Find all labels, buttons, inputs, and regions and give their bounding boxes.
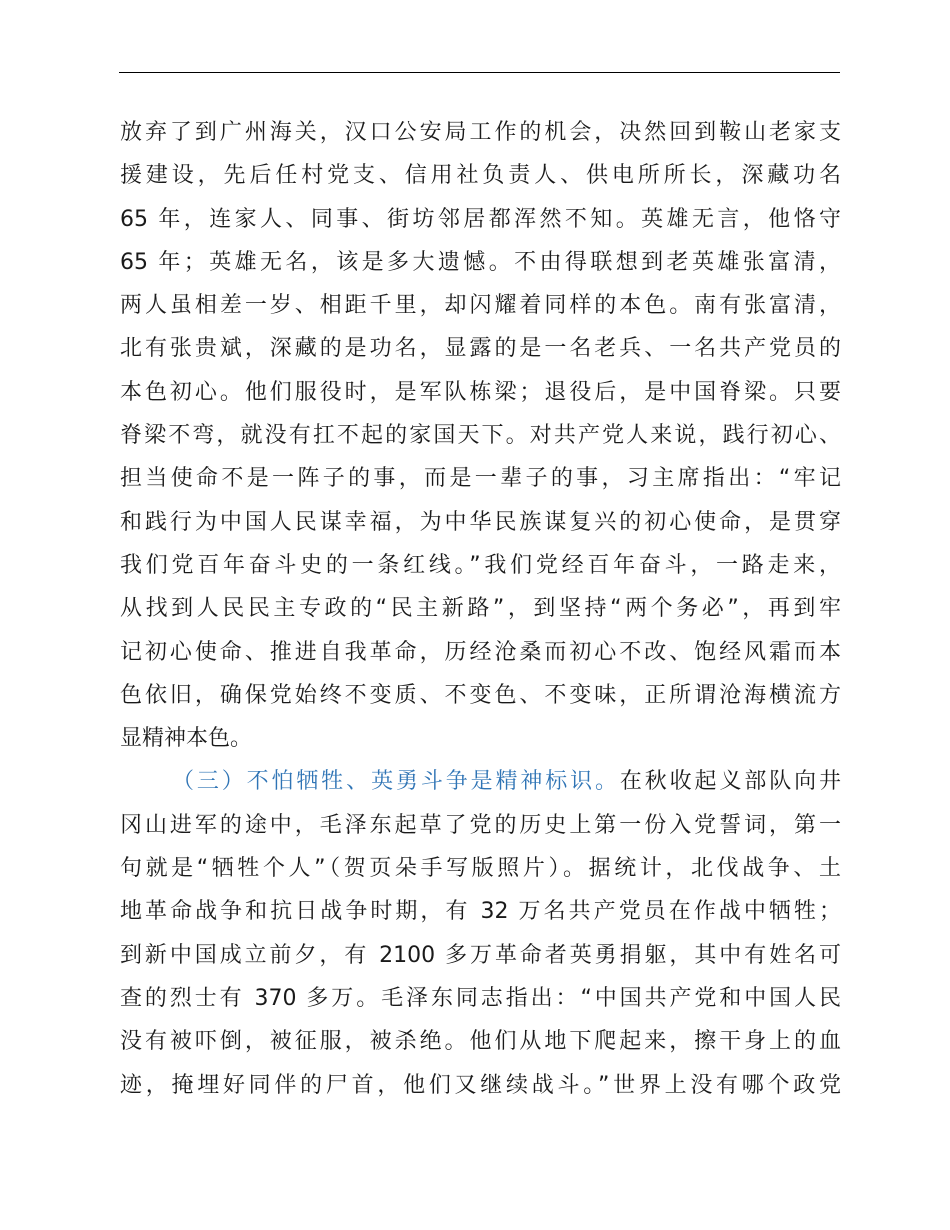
text-line: 地革命战争和抗日战争时期，有 32 万名共产党员在作战中牺牲；	[120, 899, 841, 925]
text-line: 从找到人民民主专政的“民主新路”，到坚持“两个务必”，再到牢	[120, 596, 841, 622]
section-first-line-text: 在秋收起义部队向井	[619, 769, 841, 795]
text-line: 句就是“牺牲个人”（贺页朵手写版照片）。据统计，北伐战争、土	[120, 856, 841, 882]
text-line: 北有张贵斌，深藏的是功名，显露的是一名老兵、一名共产党员的	[120, 336, 841, 362]
paragraph-2	[120, 760, 841, 1106]
text-line: 65 年，连家人、同事、街坊邻居都浑然不知。英雄无言，他恪守	[120, 206, 841, 232]
paragraph-1	[120, 111, 841, 760]
text-line: 记初心使命、推进自我革命，历经沧桑而初心不改、饱经风霜而本	[120, 639, 841, 665]
text-line: 查的烈士有 370 多万。毛泽东同志指出：“中国共产党和中国人民	[120, 985, 841, 1011]
section-heading: （三）不怕牺牲、英勇斗争是精神标识。	[172, 769, 620, 795]
text-line: 色依旧，确保党始终不变质、不变色、不变味，正所谓沧海横流方	[120, 682, 841, 708]
text-line: 和践行为中国人民谋幸福，为中华民族谋复兴的初心使命，是贯穿	[120, 509, 841, 535]
text-line: 脊梁不弯，就没有扛不起的家国天下。对共产党人来说，践行初心、	[120, 423, 841, 449]
text-line: 迹，掩埋好同伴的尸首，他们又继续战斗。”世界上没有哪个政党	[120, 1072, 841, 1098]
text-line: 冈山进军的途中，毛泽东起草了党的历史上第一份入党誓词，第一	[120, 812, 841, 838]
text-line: 没有被吓倒，被征服，被杀绝。他们从地下爬起来，擦干身上的血	[120, 1029, 841, 1055]
text-line: 我们党百年奋斗史的一条红线。”我们党经百年奋斗，一路走来，	[120, 552, 841, 578]
text-line: 援建设，先后任村党支、信用社负责人、供电所所长，深藏功名	[120, 163, 841, 189]
text-line: 到新中国成立前夕，有 2100 多万革命者英勇捐躯，其中有姓名可	[120, 942, 841, 968]
text-line: 两人虽相差一岁、相距千里，却闪耀着同样的本色。南有张富清，	[120, 293, 841, 319]
document-body	[120, 111, 841, 1107]
text-line: 放弃了到广州海关，汉口公安局工作的机会，决然回到鞍山老家支	[120, 120, 841, 145]
header-rule	[119, 72, 840, 73]
section-first-line	[120, 760, 841, 803]
text-line: 显精神本色。	[120, 726, 253, 752]
text-line: 65 年；英雄无名，该是多大遗憾。不由得联想到老英雄张富清，	[120, 249, 841, 275]
text-line: 担当使命不是一阵子的事，而是一辈子的事，习主席指出：“牢记	[120, 466, 841, 492]
text-line: 本色初心。他们服役时，是军队栋梁；退役后，是中国脊梁。只要	[120, 379, 841, 405]
